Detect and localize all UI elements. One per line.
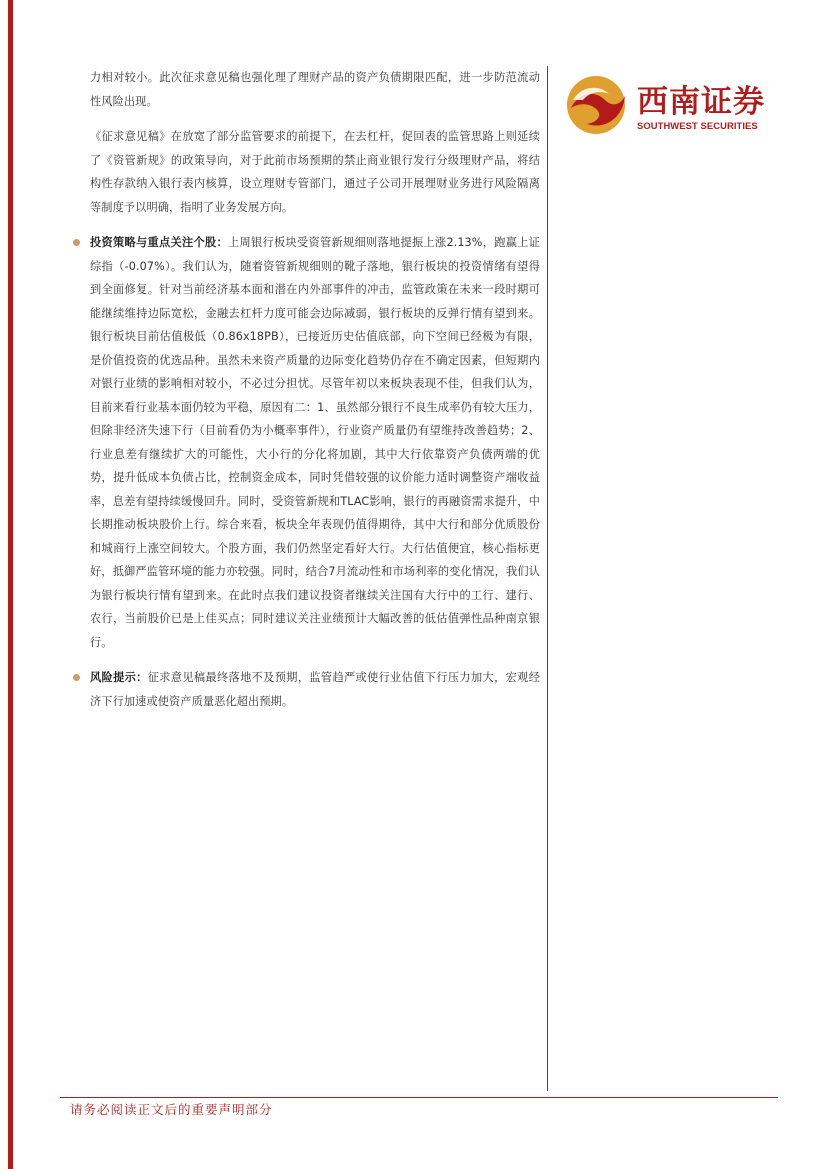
bullet-dot-icon [73, 674, 80, 681]
bullet-text: 征求意见稿最终落地不及预期，监管趋严或使行业估值下行压力加大，宏观经济下行加速或使资产质量恶化超出预期。 [90, 671, 540, 708]
bullet-risk-warning [90, 666, 540, 713]
bullet-heading: 风险提示： [90, 671, 148, 684]
column-divider [547, 66, 548, 1091]
main-text-column [90, 66, 540, 725]
footer-disclaimer-notice: 请务必阅读正文后的重要声明部分 [70, 1102, 273, 1117]
bullet-investment-strategy [90, 231, 540, 654]
left-margin-rule [8, 0, 13, 1169]
company-logo [565, 74, 775, 136]
logo-name-en: SOUTHWEST SECURITIES [637, 120, 758, 131]
logo-emblem-icon [565, 74, 631, 136]
bullet-text: 上周银行板块受资管新规细则落地提振上涨2.13%，跑赢上证综指（-0.07%）。我们认为，随着资管新规细则的靴子落地，银行板块的投资情绪有望得到全面修复。针对当前经济基本面和潜在内外部事件的冲击，监管政策在未来一段时期可能继续维持边际宽松，金融去杠杆力度可能会边际减弱，银行板块的反弹行情有望到来。银行板块目前估值极低（0.86x18PB），已接近历史估值底部，向下空间已经极为有限，是价值投资的优选品种。虽然未来资产质量的边际变化趋势仍存在不确定因素，但短期内对银行业绩的影响相对较小，不必过分担忧。尽管年初以来板块表现不佳，但我们认为，目前来看行业基本面仍较为平稳，原因有二：1、虽然部分银行不良生成率仍有较大压力，但除非经济失速下行（目前看仍为小概率事件），行业资产质量仍有望维持改善趋势；2、行业息差有继续扩大的可能性，大小行的分化将加剧，其中大行依靠资产负债两端的优势，提升低成本负债占比，控制资金成本，同时凭借较强的议价能力适时调整资产端收益率，息差有望持续缓慢回升。同时，受资管新规和TLAC影响，银行的再融资需求提升，中长期推动板块股价上行。综合来看，板块全年表现仍值得期待，其中大行和部分优质股份和城商行上涨空间较大。个股方面，我们仍然坚定看好大行。大行估值便宜，核心指标更好，抵御严监管环境的能力亦较强。同时，结合7月流动性和市场利率的变化情况，我们认为银行板块行情有望到来。在此时点我们建议投资者继续关注国有大行中的工行、建行、农行，当前股价已是上佳买点；同时建议关注业绩预计大幅改善的低估值弹性品种南京银行。 [90, 236, 540, 649]
footer-rule [60, 1097, 778, 1098]
paragraph-1: 力相对较小。此次征求意见稿也强化理了理财产品的资产负债期限匹配，进一步防范流动性风险出现。 [90, 71, 540, 108]
paragraph-2: 《征求意见稿》在放宽了部分监管要求的前提下，在去杠杆，促回表的监管思路上则延续了《资管新规》的政策导向，对于此前市场预期的禁止商业银行发行分级理财产品，将结构性存款纳入银行表内核算，设立理财专管部门，通过子公司开展理财业务进行风险隔离等制度予以明确，指明了业务发展方向。 [90, 130, 540, 214]
logo-name-cn: 西南证券 [637, 84, 765, 120]
bullet-heading: 投资策略与重点关注个股： [90, 236, 228, 249]
bullet-dot-icon [73, 239, 80, 246]
